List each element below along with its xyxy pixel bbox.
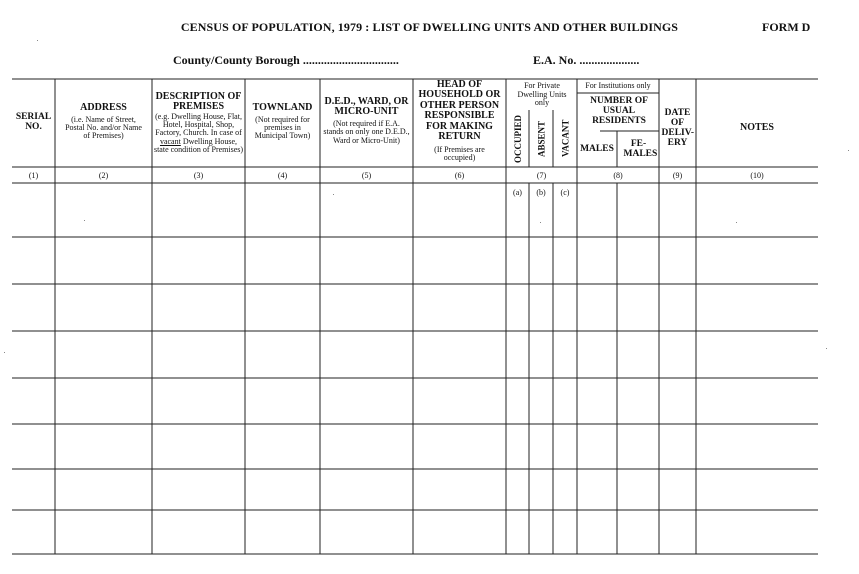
col-description-title: DESCRIPTION OF PREMISES — [155, 90, 242, 113]
col-residents-title-text: NUMBER OF USUAL RESIDENTS — [590, 96, 648, 126]
scan-speck — [540, 222, 541, 223]
col-serial-header — [12, 110, 55, 136]
col-females-label — [618, 134, 659, 166]
col-number-1: (1) — [28, 171, 39, 180]
col-delivery-header — [659, 100, 696, 158]
col-number-2: (2) — [98, 171, 109, 180]
col-townland-title: TOWNLAND — [252, 102, 313, 114]
scan-speck — [37, 40, 38, 41]
col-delivery-title: DATE OF DELIV- ERY — [661, 108, 695, 148]
scan-speck — [848, 150, 849, 151]
col-number-8: (8) — [613, 171, 623, 180]
col-notes-header: NOTES — [740, 121, 774, 133]
col-number-7: (7) — [536, 171, 547, 180]
col-address-header — [55, 98, 152, 146]
subcol-c-label: (c) — [560, 188, 570, 197]
col-ded-header — [320, 88, 413, 154]
col-number-3: (3) — [193, 171, 204, 180]
col-number-10: (10) — [750, 171, 764, 180]
col-residents-title — [590, 94, 648, 130]
col-head-note: (If Premises are occupied) — [434, 144, 485, 162]
col-address-title: ADDRESS — [80, 102, 127, 114]
form-id: FORM D — [762, 20, 811, 34]
scan-speck — [4, 352, 5, 353]
form-title: CENSUS OF POPULATION, 1979 : LIST OF DWELLING UNITS AND OTHER BUILDINGS — [180, 20, 679, 34]
col-ded-title: D.E.D., WARD, OR MICRO-UNIT — [324, 95, 409, 118]
col-townland-header — [245, 98, 320, 146]
col-occupied-label: OCCUPIED — [513, 114, 523, 163]
scan-speck — [333, 194, 334, 195]
col-head-header — [413, 80, 506, 162]
col-institutions-title: For Institutions only — [585, 81, 651, 91]
col-description-header — [152, 80, 245, 166]
col-description-note — [154, 113, 244, 155]
col-ded-note: (Not required if E.A. stands on only one D.E.D., Ward or Micro-Unit) — [323, 118, 410, 145]
col-females-label-text: FE- MALES — [623, 139, 658, 159]
col-description-note-part3: Dwelling House, state condition of Premises) — [153, 136, 244, 155]
col-townland-note: (Not required for premises in Municipal Town) — [254, 114, 311, 141]
scan-speck — [84, 220, 85, 221]
col-number-6: (6) — [454, 171, 465, 180]
col-serial-title: SERIAL NO. — [15, 112, 52, 132]
col-private-title-text: For Private Dwelling Units only — [517, 81, 567, 108]
col-private-title — [507, 81, 577, 109]
col-description-note-part1: (e.g. Dwelling House, Flat, Hotel, Hospital, Shop, Factory, Church. — [155, 111, 242, 138]
col-number-5: (5) — [361, 171, 372, 180]
ea-number-label: E.A. No. .................... — [533, 53, 640, 67]
col-vacant-label: VACANT — [560, 119, 571, 158]
col-absent-label: ABSENT — [536, 120, 547, 157]
scan-speck — [736, 222, 737, 223]
subcol-a-label: (a) — [513, 188, 522, 197]
col-males-label: MALES — [580, 144, 614, 155]
col-number-9: (9) — [672, 171, 683, 180]
col-head-title: HEAD OF HOUSEHOLD OR OTHER PERSON RESPONSIBLE FOR MAKING RETURN — [418, 78, 501, 143]
subcol-b-label: (b) — [536, 188, 546, 197]
col-number-4: (4) — [277, 171, 288, 180]
county-label: County/County Borough ................................ — [173, 53, 399, 67]
col-address-note: (i.e. Name of Street, Postal No. and/or Name of Premises) — [65, 114, 142, 141]
col-description-note-part2: In case of — [210, 128, 242, 138]
col-description-note-vacant: vacant — [159, 136, 181, 146]
scan-speck — [826, 348, 827, 349]
